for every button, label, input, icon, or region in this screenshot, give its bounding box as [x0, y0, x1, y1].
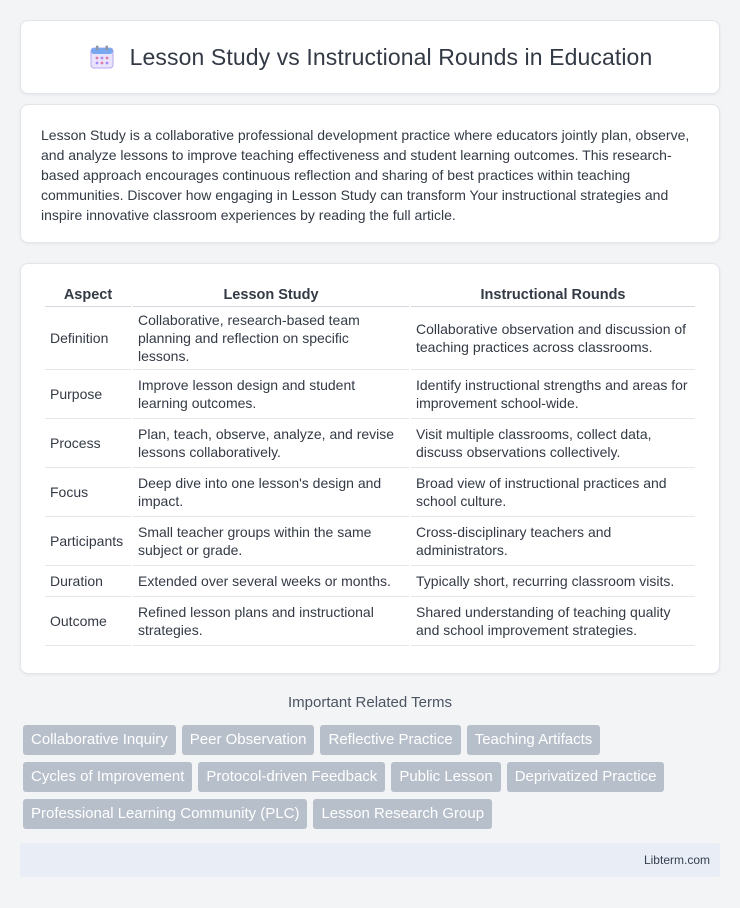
cell-lesson-study: Refined lesson plans and instructional strategies.: [133, 597, 409, 646]
cell-instructional-rounds: Broad view of instructional practices and school culture.: [411, 468, 695, 517]
cell-lesson-study: Small teacher groups within the same subject or grade.: [133, 517, 409, 566]
cell-instructional-rounds: Cross-disciplinary teachers and administrators.: [411, 517, 695, 566]
cell-aspect: Outcome: [45, 597, 131, 646]
table-row: [45, 597, 695, 646]
table-row: [45, 468, 695, 517]
cell-lesson-study: Extended over several weeks or months.: [133, 566, 409, 597]
tag-public-lesson[interactable]: Public Lesson: [391, 762, 500, 792]
cell-lesson-study: Improve lesson design and student learning outcomes.: [133, 370, 409, 419]
cell-instructional-rounds: Typically short, recurring classroom visits.: [411, 566, 695, 597]
footer: [20, 843, 720, 877]
cell-aspect: Purpose: [45, 370, 131, 419]
table-row: [45, 566, 695, 597]
tag-teaching-artifacts[interactable]: Teaching Artifacts: [467, 725, 601, 755]
tag-collaborative-inquiry[interactable]: Collaborative Inquiry: [23, 725, 176, 755]
comparison-table: [43, 284, 697, 646]
related-terms-title: Important Related Terms: [288, 694, 452, 711]
related-terms-list: [20, 725, 720, 829]
page-title: Lesson Study vs Instructional Rounds in Education: [129, 43, 653, 70]
cell-instructional-rounds: Visit multiple classrooms, collect data, discuss observations collectively.: [411, 419, 695, 468]
cell-aspect: Definition: [45, 307, 131, 370]
tag-lesson-research-group[interactable]: Lesson Research Group: [313, 799, 492, 829]
comparison-table-card: [20, 263, 720, 674]
tag-deprivatized-practice[interactable]: Deprivatized Practice: [507, 762, 665, 792]
table-row: [45, 307, 695, 370]
tag-professional-learning-community[interactable]: Professional Learning Community (PLC): [23, 799, 307, 829]
tag-peer-observation[interactable]: Peer Observation: [182, 725, 315, 755]
footer-brand[interactable]: Libterm.com: [643, 853, 710, 867]
tag-reflective-practice[interactable]: Reflective Practice: [320, 725, 460, 755]
tag-cycles-of-improvement[interactable]: Cycles of Improvement: [23, 762, 192, 792]
header-instructional-rounds: Instructional Rounds: [411, 284, 695, 307]
table-header-row: [45, 284, 695, 307]
cell-lesson-study: Deep dive into one lesson's design and impact.: [133, 468, 409, 517]
cell-instructional-rounds: Identify instructional strengths and areas for improvement school-wide.: [411, 370, 695, 419]
intro-card: [20, 104, 720, 243]
table-row: [45, 419, 695, 468]
calendar-icon: [88, 43, 116, 71]
cell-lesson-study: Collaborative, research-based team planning and reflection on specific lessons.: [133, 307, 409, 370]
table-row: [45, 370, 695, 419]
intro-text: Lesson Study is a collaborative professional development practice where educators jointly plan, observe, and analyze lessons to improve teaching effectiveness and student learning outcomes. This research-based approach encourages continuous reflection and sharing of best practices within teaching communities. Discover how engaging in Lesson Study can transform Your instructional strategies and inspire innovative classroom experiences by reading the full article.: [41, 127, 690, 223]
cell-aspect: Process: [45, 419, 131, 468]
header-lesson-study: Lesson Study: [133, 284, 409, 307]
title-card: [20, 20, 720, 94]
cell-aspect: Duration: [45, 566, 131, 597]
tag-protocol-driven-feedback[interactable]: Protocol-driven Feedback: [198, 762, 385, 792]
cell-aspect: Participants: [45, 517, 131, 566]
table-row: [45, 517, 695, 566]
cell-lesson-study: Plan, teach, observe, analyze, and revise lessons collaboratively.: [133, 419, 409, 468]
cell-instructional-rounds: Collaborative observation and discussion of teaching practices across classrooms.: [411, 307, 695, 370]
cell-aspect: Focus: [45, 468, 131, 517]
header-aspect: Aspect: [45, 284, 131, 307]
cell-instructional-rounds: Shared understanding of teaching quality and school improvement strategies.: [411, 597, 695, 646]
